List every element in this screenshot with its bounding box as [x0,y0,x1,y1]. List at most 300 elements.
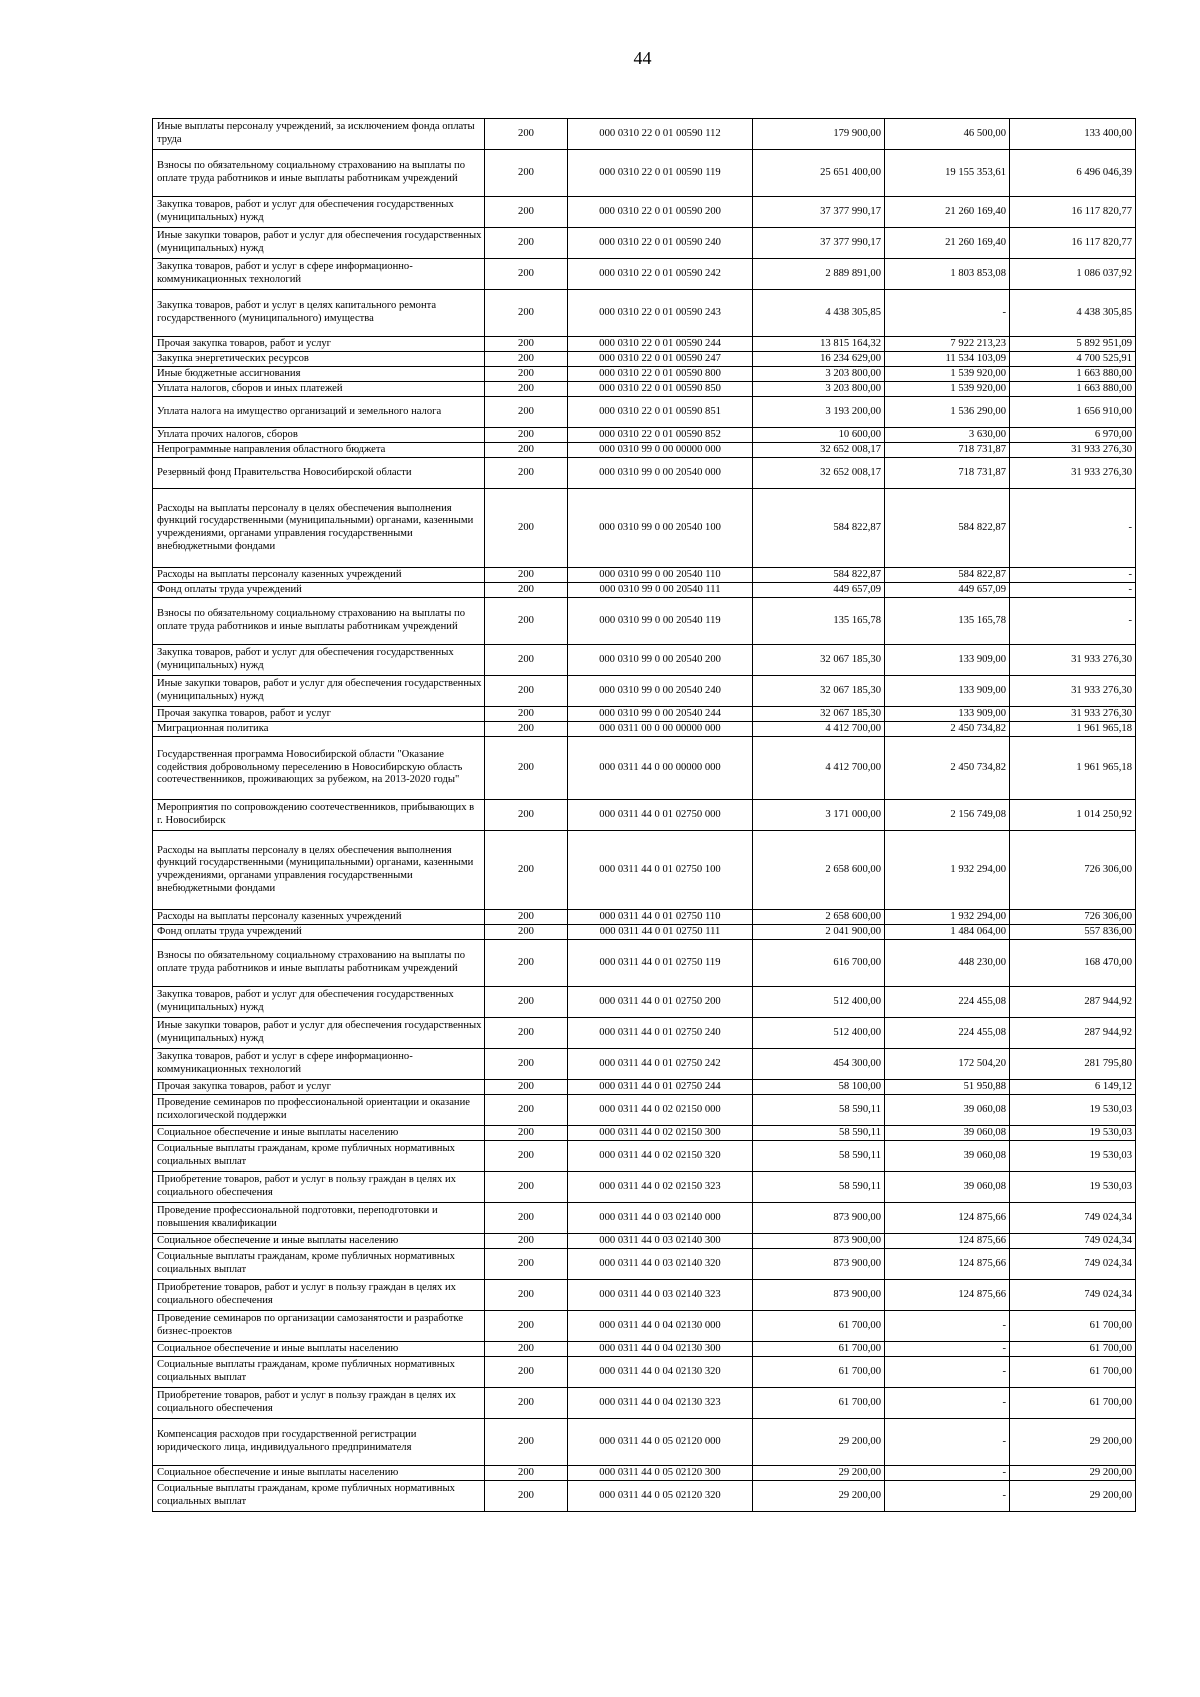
row-budget-code-cell: 000 0311 44 0 01 02750 100 [568,831,753,910]
row-approved-cell: 13 815 164,32 [753,337,885,352]
table-row [153,800,1136,831]
row-executed-cell: 718 731,87 [885,458,1010,489]
table-row [153,1172,1136,1203]
row-name-cell: Расходы на выплаты персоналу в целях обеспечения выполнения функций государственными (муниципальными) органами, казенными учреждениями, органами управления государственными внебюджетными фондами [153,489,485,568]
row-name-cell: Приобретение товаров, работ и услуг в пользу граждан в целях их социального обеспечения [153,1280,485,1311]
row-budget-code-cell: 000 0311 44 0 01 02750 244 [568,1080,753,1095]
row-unexecuted-cell: 61 700,00 [1010,1342,1136,1357]
row-unexecuted-cell: - [1010,598,1136,645]
row-budget-code-cell: 000 0310 22 0 01 00590 247 [568,352,753,367]
row-line-code-cell: 200 [485,568,568,583]
table-row [153,489,1136,568]
row-name-cell: Социальное обеспечение и иные выплаты населению [153,1234,485,1249]
row-approved-cell: 3 171 000,00 [753,800,885,831]
row-line-code-cell: 200 [485,259,568,290]
row-executed-cell: 584 822,87 [885,568,1010,583]
table-row [153,259,1136,290]
row-line-code-cell: 200 [485,1018,568,1049]
row-unexecuted-cell: 749 024,34 [1010,1234,1136,1249]
table-row [153,1311,1136,1342]
row-executed-cell: 135 165,78 [885,598,1010,645]
row-executed-cell: - [885,1388,1010,1419]
row-line-code-cell: 200 [485,119,568,150]
row-approved-cell: 32 652 008,17 [753,443,885,458]
row-executed-cell: 39 060,08 [885,1095,1010,1126]
table-row [153,925,1136,940]
row-budget-code-cell: 000 0311 44 0 02 02150 323 [568,1172,753,1203]
row-executed-cell: 172 504,20 [885,1049,1010,1080]
table-row [153,707,1136,722]
row-name-cell: Уплата налога на имущество организаций и земельного налога [153,397,485,428]
row-name-cell: Социальное обеспечение и иные выплаты населению [153,1466,485,1481]
row-unexecuted-cell: 1 663 880,00 [1010,367,1136,382]
row-executed-cell: - [885,1481,1010,1512]
row-executed-cell: 39 060,08 [885,1126,1010,1141]
row-approved-cell: 3 203 800,00 [753,382,885,397]
row-name-cell: Государственная программа Новосибирской области "Оказание содействия добровольному переселению в Новосибирскую область соотечественников, проживающих за рубежом, на 2013-2020 годы" [153,737,485,800]
row-approved-cell: 512 400,00 [753,987,885,1018]
table-row [153,1419,1136,1466]
row-unexecuted-cell: 1 656 910,00 [1010,397,1136,428]
table-row [153,1141,1136,1172]
row-approved-cell: 29 200,00 [753,1466,885,1481]
row-line-code-cell: 200 [485,197,568,228]
row-line-code-cell: 200 [485,1080,568,1095]
table-row [153,1342,1136,1357]
row-executed-cell: 133 909,00 [885,707,1010,722]
row-executed-cell: 1 539 920,00 [885,382,1010,397]
row-name-cell: Закупка товаров, работ и услуг для обеспечения государственных (муниципальных) нужд [153,987,485,1018]
row-line-code-cell: 200 [485,910,568,925]
row-executed-cell: 124 875,66 [885,1203,1010,1234]
row-budget-code-cell: 000 0311 44 0 04 02130 000 [568,1311,753,1342]
row-executed-cell: 124 875,66 [885,1234,1010,1249]
row-budget-code-cell: 000 0310 22 0 01 00590 850 [568,382,753,397]
row-line-code-cell: 200 [485,1141,568,1172]
row-name-cell: Иные бюджетные ассигнования [153,367,485,382]
row-line-code-cell: 200 [485,1249,568,1280]
row-line-code-cell: 200 [485,352,568,367]
table-row [153,1080,1136,1095]
row-budget-code-cell: 000 0311 44 0 01 02750 242 [568,1049,753,1080]
row-approved-cell: 873 900,00 [753,1280,885,1311]
row-name-cell: Прочая закупка товаров, работ и услуг [153,337,485,352]
row-approved-cell: 61 700,00 [753,1357,885,1388]
table-row [153,352,1136,367]
row-unexecuted-cell: 1 961 965,18 [1010,722,1136,737]
table-row [153,676,1136,707]
row-unexecuted-cell: 557 836,00 [1010,925,1136,940]
row-approved-cell: 61 700,00 [753,1342,885,1357]
row-executed-cell: 2 450 734,82 [885,737,1010,800]
row-budget-code-cell: 000 0311 44 0 05 02120 320 [568,1481,753,1512]
row-unexecuted-cell: 61 700,00 [1010,1388,1136,1419]
row-unexecuted-cell: 168 470,00 [1010,940,1136,987]
table-row [153,337,1136,352]
row-unexecuted-cell: 4 438 305,85 [1010,290,1136,337]
row-name-cell: Закупка товаров, работ и услуг в сфере информационно-коммуникационных технологий [153,1049,485,1080]
row-budget-code-cell: 000 0311 44 0 01 02750 200 [568,987,753,1018]
row-executed-cell: 448 230,00 [885,940,1010,987]
row-line-code-cell: 200 [485,1203,568,1234]
row-line-code-cell: 200 [485,382,568,397]
row-budget-code-cell: 000 0310 99 0 00 20540 110 [568,568,753,583]
row-budget-code-cell: 000 0311 44 0 03 02140 300 [568,1234,753,1249]
table-row [153,228,1136,259]
row-unexecuted-cell: 5 892 951,09 [1010,337,1136,352]
table-row [153,1280,1136,1311]
row-executed-cell: 39 060,08 [885,1141,1010,1172]
row-approved-cell: 37 377 990,17 [753,228,885,259]
table-row [153,645,1136,676]
row-line-code-cell: 200 [485,458,568,489]
row-unexecuted-cell: 29 200,00 [1010,1419,1136,1466]
row-approved-cell: 16 234 629,00 [753,352,885,367]
row-name-cell: Компенсация расходов при государственной регистрации юридического лица, индивидуального предпринимателя [153,1419,485,1466]
table-row [153,737,1136,800]
table-row [153,1126,1136,1141]
row-unexecuted-cell: - [1010,489,1136,568]
row-approved-cell: 58 590,11 [753,1126,885,1141]
row-approved-cell: 512 400,00 [753,1018,885,1049]
row-line-code-cell: 200 [485,987,568,1018]
row-approved-cell: 29 200,00 [753,1419,885,1466]
row-budget-code-cell: 000 0311 44 0 01 02750 240 [568,1018,753,1049]
row-unexecuted-cell: 1 014 250,92 [1010,800,1136,831]
row-unexecuted-cell: 61 700,00 [1010,1311,1136,1342]
table-row [153,1481,1136,1512]
row-executed-cell: 7 922 213,23 [885,337,1010,352]
row-budget-code-cell: 000 0310 99 0 00 20540 240 [568,676,753,707]
row-line-code-cell: 200 [485,1280,568,1311]
row-unexecuted-cell: 31 933 276,30 [1010,645,1136,676]
row-name-cell: Прочая закупка товаров, работ и услуг [153,707,485,722]
row-approved-cell: 616 700,00 [753,940,885,987]
row-unexecuted-cell: 1 663 880,00 [1010,382,1136,397]
row-budget-code-cell: 000 0310 99 0 00 20540 000 [568,458,753,489]
row-line-code-cell: 200 [485,228,568,259]
row-line-code-cell: 200 [485,150,568,197]
row-approved-cell: 4 438 305,85 [753,290,885,337]
row-approved-cell: 29 200,00 [753,1481,885,1512]
row-approved-cell: 37 377 990,17 [753,197,885,228]
row-approved-cell: 3 203 800,00 [753,367,885,382]
row-unexecuted-cell: 61 700,00 [1010,1357,1136,1388]
row-line-code-cell: 200 [485,800,568,831]
row-name-cell: Социальное обеспечение и иные выплаты населению [153,1342,485,1357]
row-unexecuted-cell: 1 961 965,18 [1010,737,1136,800]
row-budget-code-cell: 000 0310 22 0 01 00590 243 [568,290,753,337]
row-executed-cell: 11 534 103,09 [885,352,1010,367]
row-name-cell: Социальные выплаты гражданам, кроме публичных нормативных социальных выплат [153,1357,485,1388]
row-approved-cell: 4 412 700,00 [753,737,885,800]
row-executed-cell: 449 657,09 [885,583,1010,598]
row-budget-code-cell: 000 0311 44 0 04 02130 300 [568,1342,753,1357]
row-budget-code-cell: 000 0311 44 0 05 02120 000 [568,1419,753,1466]
row-approved-cell: 584 822,87 [753,489,885,568]
row-line-code-cell: 200 [485,428,568,443]
row-budget-code-cell: 000 0310 22 0 01 00590 800 [568,367,753,382]
row-budget-code-cell: 000 0310 99 0 00 20540 100 [568,489,753,568]
row-name-cell: Социальные выплаты гражданам, кроме публичных нормативных социальных выплат [153,1141,485,1172]
row-unexecuted-cell: 31 933 276,30 [1010,707,1136,722]
row-approved-cell: 135 165,78 [753,598,885,645]
row-budget-code-cell: 000 0311 44 0 01 02750 111 [568,925,753,940]
row-name-cell: Приобретение товаров, работ и услуг в пользу граждан в целях их социального обеспечения [153,1172,485,1203]
row-name-cell: Социальные выплаты гражданам, кроме публичных нормативных социальных выплат [153,1481,485,1512]
row-line-code-cell: 200 [485,940,568,987]
row-line-code-cell: 200 [485,722,568,737]
row-executed-cell: 51 950,88 [885,1080,1010,1095]
row-executed-cell: - [885,1342,1010,1357]
row-unexecuted-cell: 287 944,92 [1010,987,1136,1018]
row-budget-code-cell: 000 0311 44 0 00 00000 000 [568,737,753,800]
table-row [153,1357,1136,1388]
table-row [153,987,1136,1018]
table-row [153,1203,1136,1234]
row-executed-cell: 3 630,00 [885,428,1010,443]
table-row [153,382,1136,397]
row-executed-cell: - [885,1357,1010,1388]
row-name-cell: Миграционная политика [153,722,485,737]
row-budget-code-cell: 000 0311 44 0 01 02750 119 [568,940,753,987]
row-unexecuted-cell: 16 117 820,77 [1010,228,1136,259]
row-executed-cell: 584 822,87 [885,489,1010,568]
row-unexecuted-cell: 281 795,80 [1010,1049,1136,1080]
row-name-cell: Социальные выплаты гражданам, кроме публичных нормативных социальных выплат [153,1249,485,1280]
row-name-cell: Закупка энергетических ресурсов [153,352,485,367]
row-approved-cell: 61 700,00 [753,1388,885,1419]
row-budget-code-cell: 000 0310 22 0 01 00590 851 [568,397,753,428]
row-budget-code-cell: 000 0310 99 0 00 20540 244 [568,707,753,722]
row-name-cell: Резервный фонд Правительства Новосибирской области [153,458,485,489]
row-name-cell: Прочая закупка товаров, работ и услуг [153,1080,485,1095]
row-unexecuted-cell: 726 306,00 [1010,831,1136,910]
row-name-cell: Закупка товаров, работ и услуг для обеспечения государственных (муниципальных) нужд [153,645,485,676]
row-approved-cell: 32 652 008,17 [753,458,885,489]
row-name-cell: Проведение семинаров по профессиональной ориентации и оказание психологической поддержки [153,1095,485,1126]
row-line-code-cell: 200 [485,1466,568,1481]
row-line-code-cell: 200 [485,1172,568,1203]
table-row [153,831,1136,910]
row-approved-cell: 449 657,09 [753,583,885,598]
row-executed-cell: 124 875,66 [885,1280,1010,1311]
row-line-code-cell: 200 [485,737,568,800]
row-approved-cell: 873 900,00 [753,1234,885,1249]
row-name-cell: Иные закупки товаров, работ и услуг для обеспечения государственных (муниципальных) нужд [153,1018,485,1049]
row-executed-cell: 124 875,66 [885,1249,1010,1280]
table-row [153,722,1136,737]
row-name-cell: Мероприятия по сопровождению соотечественников, прибывающих в г. Новосибирск [153,800,485,831]
row-budget-code-cell: 000 0311 44 0 01 02750 110 [568,910,753,925]
table-row [153,1249,1136,1280]
row-approved-cell: 25 651 400,00 [753,150,885,197]
row-unexecuted-cell: 16 117 820,77 [1010,197,1136,228]
row-unexecuted-cell: 19 530,03 [1010,1095,1136,1126]
row-unexecuted-cell: 4 700 525,91 [1010,352,1136,367]
table-body [153,119,1136,1512]
row-unexecuted-cell: 6 970,00 [1010,428,1136,443]
row-executed-cell: 1 484 064,00 [885,925,1010,940]
row-approved-cell: 2 889 891,00 [753,259,885,290]
table-row [153,443,1136,458]
row-approved-cell: 3 193 200,00 [753,397,885,428]
row-line-code-cell: 200 [485,583,568,598]
row-executed-cell: 21 260 169,40 [885,197,1010,228]
row-executed-cell: - [885,1419,1010,1466]
row-line-code-cell: 200 [485,1388,568,1419]
table-row [153,197,1136,228]
row-name-cell: Проведение семинаров по организации самозанятости и разработке бизнес-проектов [153,1311,485,1342]
table-row [153,598,1136,645]
row-unexecuted-cell: 749 024,34 [1010,1280,1136,1311]
row-executed-cell: 39 060,08 [885,1172,1010,1203]
row-approved-cell: 179 900,00 [753,119,885,150]
row-budget-code-cell: 000 0311 44 0 03 02140 323 [568,1280,753,1311]
row-line-code-cell: 200 [485,676,568,707]
row-budget-code-cell: 000 0310 99 0 00 20540 119 [568,598,753,645]
row-name-cell: Фонд оплаты труда учреждений [153,583,485,598]
row-unexecuted-cell: 31 933 276,30 [1010,458,1136,489]
row-executed-cell: 133 909,00 [885,645,1010,676]
row-line-code-cell: 200 [485,290,568,337]
row-name-cell: Иные закупки товаров, работ и услуг для обеспечения государственных (муниципальных) нужд [153,228,485,259]
row-unexecuted-cell: 31 933 276,30 [1010,443,1136,458]
row-budget-code-cell: 000 0311 44 0 03 02140 000 [568,1203,753,1234]
row-line-code-cell: 200 [485,645,568,676]
row-budget-code-cell: 000 0310 99 0 00 00000 000 [568,443,753,458]
row-executed-cell: - [885,1311,1010,1342]
row-approved-cell: 32 067 185,30 [753,707,885,722]
row-name-cell: Расходы на выплаты персоналу в целях обеспечения выполнения функций государственными (муниципальными) органами, казенными учреждениями, органами управления государственными внебюджетными фондами [153,831,485,910]
row-line-code-cell: 200 [485,367,568,382]
row-unexecuted-cell: - [1010,568,1136,583]
row-budget-code-cell: 000 0310 22 0 01 00590 119 [568,150,753,197]
row-approved-cell: 58 100,00 [753,1080,885,1095]
row-executed-cell: 1 932 294,00 [885,910,1010,925]
table-row [153,1018,1136,1049]
row-unexecuted-cell: 6 149,12 [1010,1080,1136,1095]
row-name-cell: Социальное обеспечение и иные выплаты населению [153,1126,485,1141]
row-name-cell: Фонд оплаты труда учреждений [153,925,485,940]
row-budget-code-cell: 000 0310 22 0 01 00590 240 [568,228,753,259]
table-row [153,1388,1136,1419]
row-budget-code-cell: 000 0311 44 0 03 02140 320 [568,1249,753,1280]
row-approved-cell: 58 590,11 [753,1141,885,1172]
table-row [153,290,1136,337]
row-executed-cell: 1 539 920,00 [885,367,1010,382]
row-name-cell: Взносы по обязательному социальному страхованию на выплаты по оплате труда работников и иные выплаты работникам учреждений [153,150,485,197]
row-budget-code-cell: 000 0311 44 0 05 02120 300 [568,1466,753,1481]
row-line-code-cell: 200 [485,1049,568,1080]
row-budget-code-cell: 000 0310 22 0 01 00590 852 [568,428,753,443]
row-name-cell: Уплата налогов, сборов и иных платежей [153,382,485,397]
row-budget-code-cell: 000 0311 44 0 02 02150 300 [568,1126,753,1141]
row-budget-code-cell: 000 0310 99 0 00 20540 200 [568,645,753,676]
row-approved-cell: 873 900,00 [753,1249,885,1280]
row-executed-cell: 224 455,08 [885,1018,1010,1049]
row-approved-cell: 454 300,00 [753,1049,885,1080]
row-approved-cell: 32 067 185,30 [753,676,885,707]
row-name-cell: Уплата прочих налогов, сборов [153,428,485,443]
table-row [153,397,1136,428]
row-budget-code-cell: 000 0310 99 0 00 20540 111 [568,583,753,598]
table-row [153,940,1136,987]
row-approved-cell: 2 658 600,00 [753,831,885,910]
table-row [153,150,1136,197]
row-unexecuted-cell: 749 024,34 [1010,1203,1136,1234]
row-line-code-cell: 200 [485,707,568,722]
row-name-cell: Непрограммные направления областного бюджета [153,443,485,458]
row-line-code-cell: 200 [485,925,568,940]
row-approved-cell: 4 412 700,00 [753,722,885,737]
table-row [153,568,1136,583]
row-executed-cell: 19 155 353,61 [885,150,1010,197]
row-unexecuted-cell: 19 530,03 [1010,1126,1136,1141]
row-line-code-cell: 200 [485,1357,568,1388]
row-executed-cell: 2 156 749,08 [885,800,1010,831]
row-line-code-cell: 200 [485,1481,568,1512]
table-row [153,1095,1136,1126]
row-name-cell: Закупка товаров, работ и услуг в сфере информационно-коммуникационных технологий [153,259,485,290]
table-row [153,1234,1136,1249]
page-number: 44 [633,48,652,68]
row-unexecuted-cell: 19 530,03 [1010,1172,1136,1203]
row-budget-code-cell: 000 0311 00 0 00 00000 000 [568,722,753,737]
row-executed-cell: 46 500,00 [885,119,1010,150]
table-row [153,428,1136,443]
row-budget-code-cell: 000 0311 44 0 02 02150 000 [568,1095,753,1126]
row-unexecuted-cell: 29 200,00 [1010,1466,1136,1481]
row-executed-cell: 224 455,08 [885,987,1010,1018]
row-line-code-cell: 200 [485,443,568,458]
row-line-code-cell: 200 [485,1234,568,1249]
row-line-code-cell: 200 [485,1095,568,1126]
row-line-code-cell: 200 [485,1342,568,1357]
row-name-cell: Расходы на выплаты персоналу казенных учреждений [153,910,485,925]
row-budget-code-cell: 000 0311 44 0 04 02130 320 [568,1357,753,1388]
row-executed-cell: 133 909,00 [885,676,1010,707]
table-row [153,1049,1136,1080]
row-approved-cell: 584 822,87 [753,568,885,583]
table-row [153,119,1136,150]
row-line-code-cell: 200 [485,831,568,910]
row-line-code-cell: 200 [485,1419,568,1466]
row-approved-cell: 10 600,00 [753,428,885,443]
row-executed-cell: 1 803 853,08 [885,259,1010,290]
row-line-code-cell: 200 [485,489,568,568]
row-approved-cell: 61 700,00 [753,1311,885,1342]
row-approved-cell: 58 590,11 [753,1095,885,1126]
row-unexecuted-cell: 287 944,92 [1010,1018,1136,1049]
table-row [153,910,1136,925]
row-approved-cell: 58 590,11 [753,1172,885,1203]
row-name-cell: Взносы по обязательному социальному страхованию на выплаты по оплате труда работников и иные выплаты работникам учреждений [153,940,485,987]
row-approved-cell: 2 658 600,00 [753,910,885,925]
row-line-code-cell: 200 [485,397,568,428]
row-unexecuted-cell: 6 496 046,39 [1010,150,1136,197]
row-budget-code-cell: 000 0310 22 0 01 00590 112 [568,119,753,150]
row-executed-cell: - [885,1466,1010,1481]
table-row [153,458,1136,489]
row-executed-cell: 2 450 734,82 [885,722,1010,737]
budget-execution-table [152,118,1136,1512]
row-unexecuted-cell: 749 024,34 [1010,1249,1136,1280]
row-budget-code-cell: 000 0311 44 0 04 02130 323 [568,1388,753,1419]
row-executed-cell: 21 260 169,40 [885,228,1010,259]
row-name-cell: Расходы на выплаты персоналу казенных учреждений [153,568,485,583]
row-unexecuted-cell: 19 530,03 [1010,1141,1136,1172]
